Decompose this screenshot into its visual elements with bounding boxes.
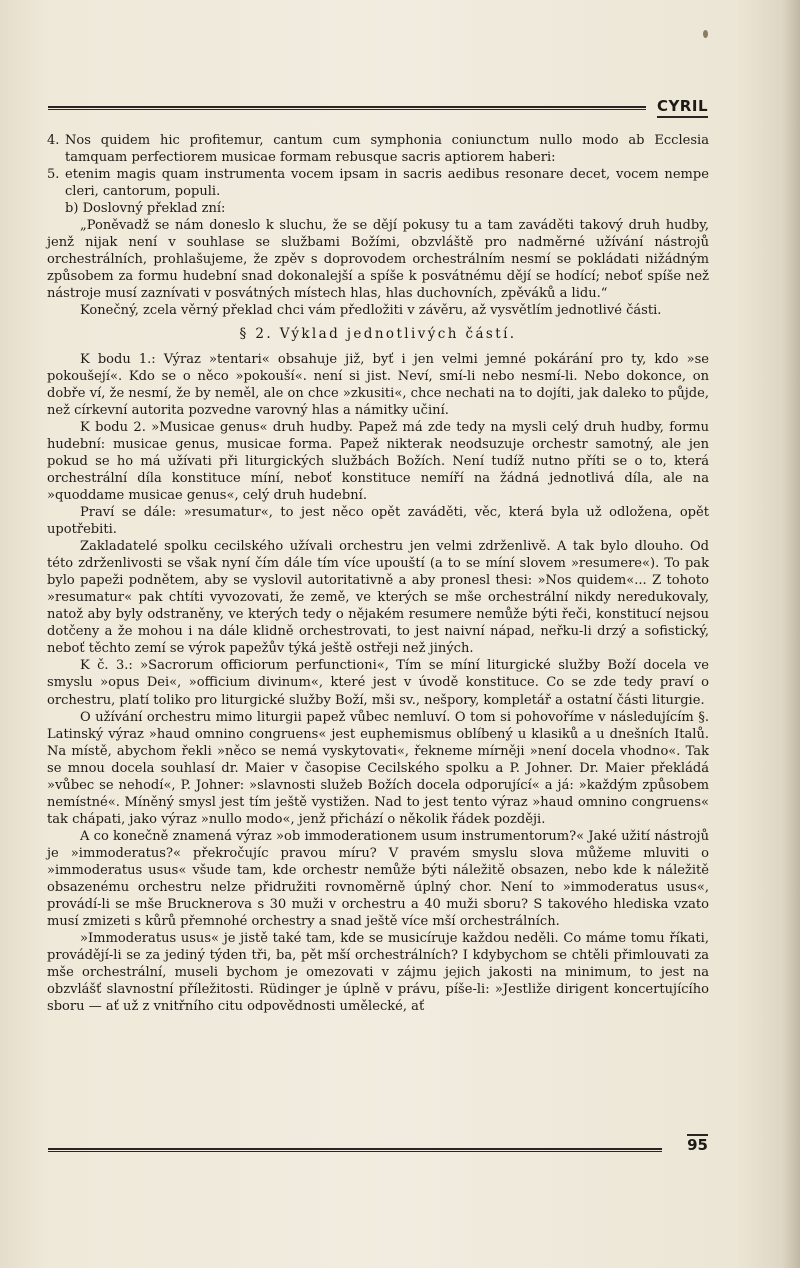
journal-title: CYRIL [657, 97, 708, 118]
footer-rule [48, 1148, 662, 1150]
header-rule-thin [48, 109, 646, 110]
point-number: 4. [47, 133, 60, 148]
paragraph: K č. 3.: »Sacrorum officiorum perfunctioni«, Tím se míní liturgické služby Boží docela ve smyslu »opus Dei«, »officium divinum«, které jest v úvodě konstituce. Co se zde tedy praví o orchestru, platí toliko pro liturgické služby Boží, mši sv., nešpory, kompletář a ostatní části liturgie. [47, 658, 709, 708]
paragraph: Konečný, zcela věrný překlad chci vám předložiti v závěru, až vysvětlím jednotlivé části. [80, 303, 662, 319]
page-edge-shadow [782, 0, 800, 1268]
latin-point-5 [47, 166, 709, 200]
latin-text: etenim magis quam instrumenta vocem ipsam in sacris aedibus resonare decet, vocem nempe cleri, cantorum, populi. [65, 167, 709, 200]
footer-rule-thin [48, 1151, 662, 1152]
running-header [48, 97, 708, 123]
paragraph: Praví se dále: »resumatur«, to jest něco opět zaváděti, věc, která byla už odložena, opět upotřebiti. [47, 504, 709, 538]
latin-point-4 [47, 132, 709, 166]
paragraph: „Poněvadž se nám doneslo k sluchu, že se dějí pokusy tu a tam zaváděti takový druh hudby, jenž nijak není v souhlase se službami Božími, obzvláště pro nadměrné užívání nástrojů orchestrálních, prohlašujeme, že zpěv s doprovodem orchestrálním nesmí se pokládati nižádným způsobem za formu hudební snad dokonalejší a spíše k posvátnému dějí se hodící; neboť spíše než nástroje musí zaznívati v posvátných místech hlas, hlas duchovních, zpěváků a lidu.“ [47, 218, 709, 302]
section-heading: § 2. Výklad jednotlivých částí. [239, 325, 517, 342]
paragraph: O užívání orchestru mimo liturgii papež vůbec nemluví. O tom si pohovoříme v následujícím §. Latinský výraz »haud omnino congruens« jest euphemismus oblíbený u klasiků a u dnešních Italů. Na místě, abychom řekli »něco se nemá vyskytovati«, řekneme mírněji »není docela vhodno«. Tak se mnou docela souhlasí dr. Maier v časopise Cecilského spolku a P. Johner. Dr. Maier překládá »vůbec se nehodí«, P. Johner: »slavnosti služeb Božích docela odporující« a já: »každým způsobem nemístné«. Míněný smysl jest tím ještě vystižen. Nad to jest tento výraz »haud omnino congruens« tak chápati, jako výraz »nullo modo«, jenž přichází o několik řádek později. [47, 709, 709, 827]
paragraph: »Immoderatus usus« je jistě také tam, kde se musicíruje každou neděli. Co máme tomu říkati, provádějí-li se za jediný týden tři, ba, pět mší orchestrálních? I kdybychom se chtěli přimlouvati za mše orchestrální, museli bychom je omezovati v zájmu jejich jakosti na minimum, to jest na obzvlášť slavnostní příležitosti. Rüdinger je úplně v právu, píše-li: »Jestliže dirigent koncertujícího sboru — ať už z vnitřního citu odpovědnosti umělecké, ať [47, 931, 709, 1015]
paragraph: K bodu 2. »Musicae genus« druh hudby. Papež má zde tedy na mysli celý druh hudby, formu hudební: musicae genus, musicae forma. Papež nikterak neodsuzuje orchestr samotný, ale jen pokud se ho má užívati při liturgických službách Božích. Není tudíž nutno příti se o to, která orchestrální díla konstituce míní, neboť konstituce nemíří na žádná jednotlivá díla, ale na »quoddame musicae genus«, celý druh hudební. [47, 419, 709, 503]
paragraph: A co konečně znamená výraz »ob immoderationem usum instrumentorum?« Jaké užití nástrojů je »immoderatus?« překročujíc pravou míru? V pravém smyslu slova můžeme mluviti o »immoderatus usus« všude tam, kde orchestr nemůže býti náležitě obsazen, nebo kde k náležitě obsazenému orchestru nelze přidružiti rovnoměrně úplný chor. Není to »immoderatus usus«, provádí-li se mše Brucknerova s 30 muži v orchestru a 40 muži sboru? S takového hlediska vzato musí zmizeti s kůrů přemnohé orchestry a snad ještě více mší orchestrálních. [47, 828, 709, 930]
paper-spot [703, 30, 708, 38]
point-number: 5. [47, 167, 60, 183]
paragraph: K bodu 1.: Výraz »tentari« obsahuje již, byť i jen velmi jemné pokárání pro ty, kdo »se pokoušejí«. Kdo se o něco »pokouší«. není si jist. Neví, smí-li nebo nesmí-li. Nebo dokonce, on dobře ví, že nesmí, že by neměl, ale on chce »zkusiti«, chce nechati na to dojíti, jak daleko to půjde, než církevní autorita pozvedne varovný hlas a námitky učiní. [47, 351, 709, 418]
article-body [47, 132, 709, 1015]
running-footer [48, 1124, 708, 1154]
page-number: 95 [687, 1136, 708, 1154]
latin-text: Nos quidem hic profitemur, cantum cum symphonia coniunctum nullo modo ab Ecclesia tamquam perfectiorem musicae formam rebusque sacris aptiorem haberi: [65, 133, 709, 166]
paragraph: b) Doslovný překlad zní: [65, 201, 226, 217]
header-rule [48, 106, 646, 108]
paragraph: Zakladatelé spolku cecilského užívali orchestru jen velmi zdrženlivě. A tak bylo dlouho. Od této zdrženlivosti se však nyní čím dále tím více upouští (a to se míní slovem »resumere«). To pak bylo papeži podnětem, aby se vyslovil autoritativně a aby pronesl thesi: »Nos quidem«... Z tohoto »resumatur« pak chtíti vyvozovati, že země, ve kterých se mše orchestrální nikdy neredukovaly, natož aby byly odstraněny, ve kterých tedy o nějakém resumere nemůže býti řeči, konstitucí nejsou dotčeny a že mohou i na dále klidně orchestrovati, to jest naivní nápad, neřku-li drzý a sofistický, neboť těchto zemí se výrok papežův týká ještě ostřeji než jiných. [47, 539, 709, 657]
